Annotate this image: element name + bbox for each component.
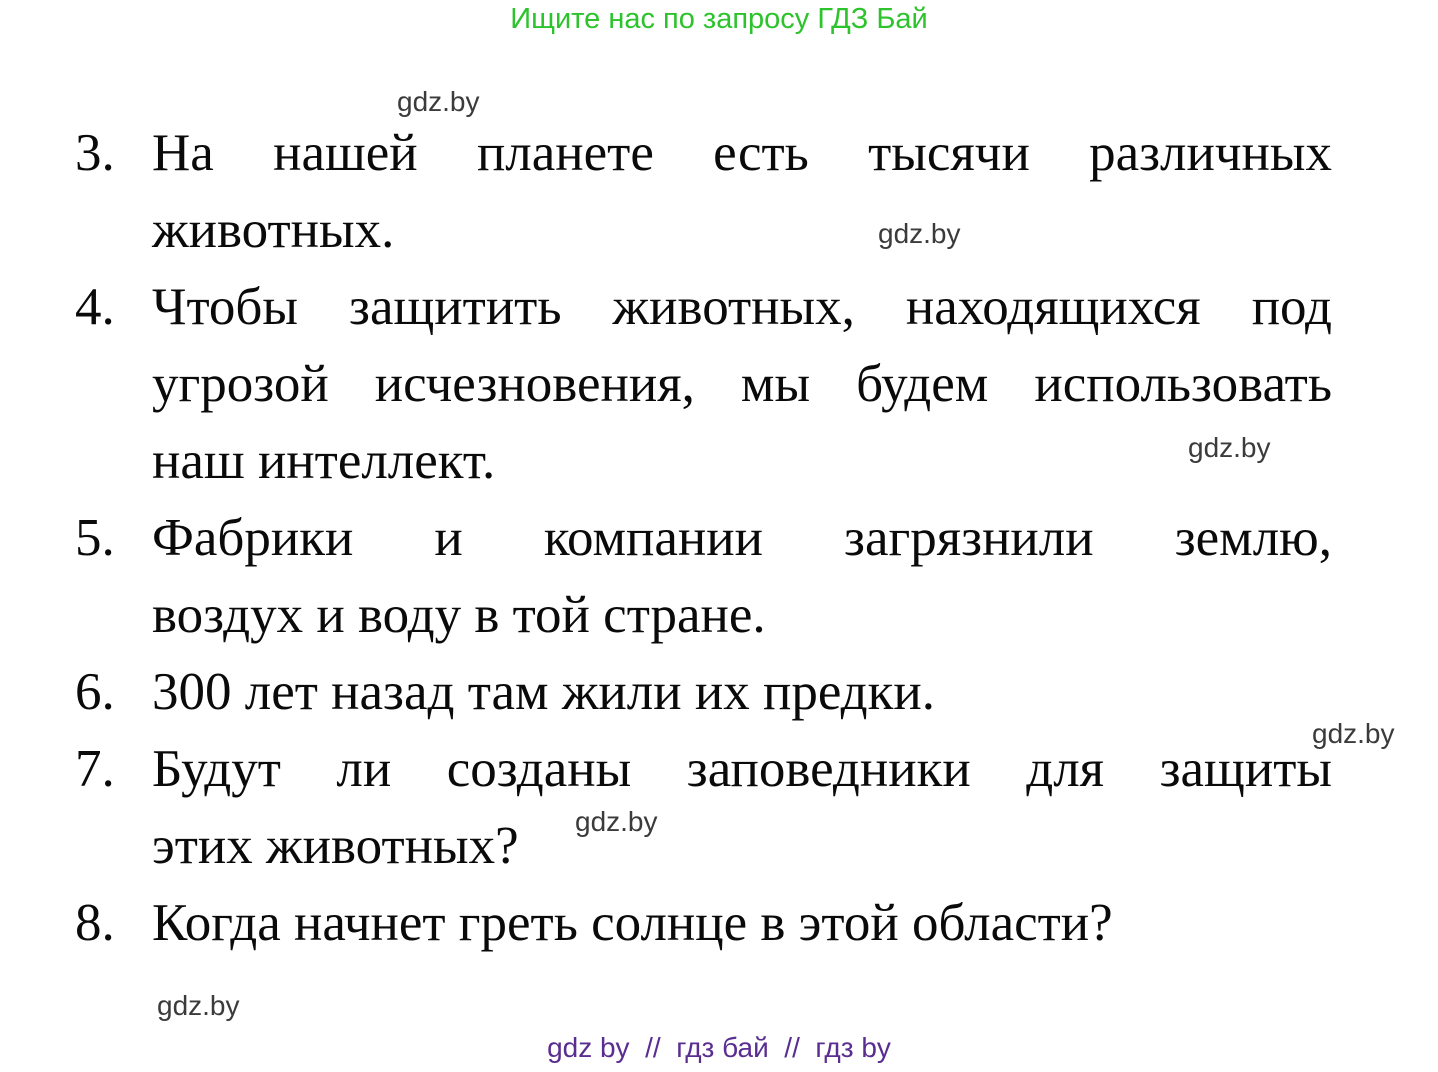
item-text-line: На нашей планете есть тысячи различных xyxy=(152,124,1332,182)
item-number: 6. xyxy=(75,663,115,721)
item-number: 3. xyxy=(75,124,115,182)
footer-links[interactable]: gdz by // гдз бай // гдз by xyxy=(547,1032,891,1063)
item-text-line: Будут ли созданы заповедники для защиты xyxy=(152,740,1332,798)
gdzby-watermark-6: gdz.by xyxy=(157,990,240,1021)
item-text-line: этих животных? xyxy=(152,817,519,875)
item-text-line: наш интеллект. xyxy=(152,432,496,490)
gdzby-watermark-2: gdz.by xyxy=(878,218,961,249)
item-text-line: животных. xyxy=(152,201,395,259)
gdzby-watermark-1: gdz.by xyxy=(397,86,480,117)
item-number: 8. xyxy=(75,894,115,952)
item-text-line: Когда начнет греть солнце в этой области? xyxy=(152,894,1113,952)
item-text-line: Чтобы защитить животных, находящихся под xyxy=(152,278,1332,336)
item-number: 7. xyxy=(75,740,115,798)
item-text-line: Фабрики и компании загрязнили землю, xyxy=(152,509,1332,567)
list-item-3 xyxy=(75,115,1332,269)
item-number: 5. xyxy=(75,509,115,567)
answers-list xyxy=(75,115,1332,962)
gdzby-watermark-5: gdz.by xyxy=(575,806,658,837)
list-item-8 xyxy=(75,885,1332,962)
item-number: 4. xyxy=(75,278,115,336)
item-text-line: воздух и воду в той стране. xyxy=(152,586,766,644)
gdzby-watermark-4: gdz.by xyxy=(1312,718,1395,749)
item-text-line: 300 лет назад там жили их предки. xyxy=(152,663,935,721)
list-item-5 xyxy=(75,500,1332,654)
list-item-4 xyxy=(75,269,1332,500)
item-text-line: угрозой исчезновения, мы будем использовать xyxy=(152,355,1332,413)
promo-banner-text: Ищите нас по запросу ГДЗ Бай xyxy=(510,3,928,35)
gdzby-watermark-3: gdz.by xyxy=(1188,432,1271,463)
list-item-7 xyxy=(75,731,1332,885)
list-item-6 xyxy=(75,654,1332,731)
